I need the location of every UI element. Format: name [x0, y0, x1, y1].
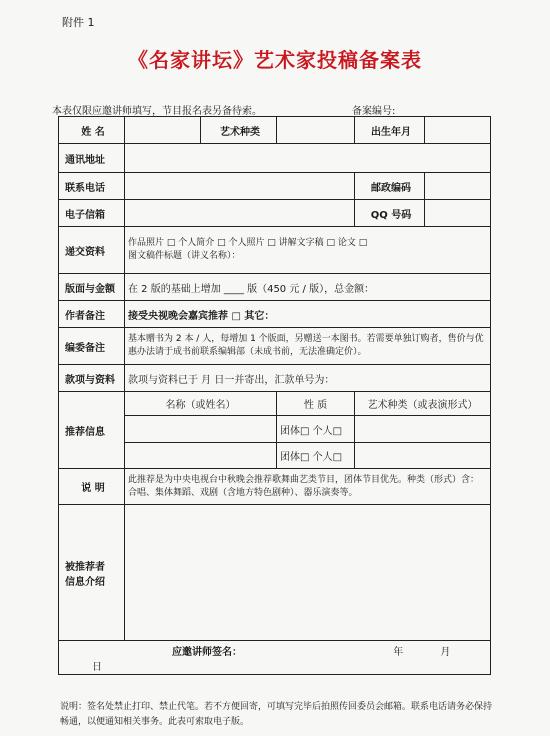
recommend-art-field-2[interactable] [355, 443, 491, 469]
author-note-text[interactable]: 接受央视晚会嘉宾推荐 □ 其它： [125, 301, 491, 328]
art-type-field[interactable] [277, 117, 355, 144]
recommend-type-header: 性 质 [277, 392, 355, 416]
record-number-label: 备案编号: [352, 106, 396, 117]
recommend-art-field-1[interactable] [355, 416, 491, 443]
signature-day: 日 [92, 661, 102, 673]
manuscript-title-label: 图文稿件标题（讲义名称）： [128, 251, 241, 261]
birth-label: 出生年月 [355, 117, 425, 144]
usage-note: 本表仅限应邀讲师填写，节目报名表另备待索。 [52, 106, 262, 117]
recommendee-info-field[interactable] [125, 505, 491, 641]
submit-materials-field[interactable] [125, 227, 491, 274]
birth-field[interactable] [425, 117, 491, 144]
phone-field[interactable] [125, 173, 355, 200]
recommendee-info-label-line1: 被推荐者 [65, 561, 105, 573]
signature-row[interactable] [59, 641, 491, 675]
signature-year: 年 [393, 646, 404, 658]
name-field[interactable] [125, 117, 201, 144]
postcode-field[interactable] [425, 173, 491, 200]
recommend-name-field-1[interactable] [125, 416, 277, 443]
recommend-label: 推荐信息 [59, 392, 125, 469]
email-field[interactable] [125, 200, 355, 227]
signature-month: 月 [440, 646, 451, 658]
payment-text[interactable]: 款项与资料已于 月 日一并寄出，汇款单号为： [125, 365, 491, 392]
layout-amount-label: 版面与金额 [59, 274, 125, 301]
qq-field[interactable] [425, 200, 491, 227]
submit-materials-label: 递交资料 [59, 227, 125, 274]
registration-form-table [58, 116, 491, 675]
phone-label: 联系电话 [59, 173, 125, 200]
recommend-name-field-2[interactable] [125, 443, 277, 469]
postcode-label: 邮政编码 [355, 173, 425, 200]
qq-label: QQ 号码 [355, 200, 425, 227]
explain-label: 说 明 [59, 469, 125, 505]
recommend-art-header: 艺术种类（或表演形式） [355, 392, 491, 416]
recommend-name-header: 名称（或姓名） [125, 392, 277, 416]
art-type-label: 艺术种类 [201, 117, 277, 144]
address-label: 通讯地址 [59, 144, 125, 173]
explain-text: 此推荐是为中央电视台中秋晚会推荐歌舞曲艺类节目，团体节目优先。种类（形式）含：合唱、集体舞蹈、戏剧（含地方特色剧种）、器乐演奏等。 [125, 469, 491, 505]
recommendee-info-label [59, 505, 125, 641]
submit-checklist[interactable]: 作品照片 □ 个人简介 □ 个人照片 □ 讲解文字稿 □ 论文 □ [128, 238, 368, 248]
name-label: 姓 名 [59, 117, 125, 144]
signature-label: 应邀讲师签名： [172, 646, 242, 658]
editor-note-label: 编委备注 [59, 328, 125, 365]
page-title: 《名家讲坛》艺术家投稿备案表 [128, 48, 422, 72]
email-label: 电子信箱 [59, 200, 125, 227]
editor-note-text: 基本赠书为 2 本 / 人，每增加 1 个版面，另赠送一本图书。若需要单独订购者，售价与优惠办法请于成书前联系编辑部（未成书前，无法准确定价）。 [125, 328, 491, 365]
attachment-label: 附件 1 [62, 16, 95, 29]
footer-note: 说明：签名处禁止打印、禁止代笔。若不方便回寄，可填写完毕后拍照传回委员会邮箱。联系电话请务必保持畅通，以便通知相关事务。此表可索取电子版。 [60, 702, 493, 727]
layout-amount-text[interactable]: 在 2 版的基础上增加 ____ 版（450 元 / 版），总金额： [125, 274, 491, 301]
recommend-type-field-1[interactable]: 团体□ 个人□ [277, 416, 355, 443]
recommend-type-field-2[interactable]: 团体□ 个人□ [277, 443, 355, 469]
recommendee-info-label-line2: 信息介绍 [65, 576, 105, 588]
author-note-label: 作者备注 [59, 301, 125, 328]
address-field[interactable] [125, 144, 491, 173]
payment-label: 款项与资料 [59, 365, 125, 392]
